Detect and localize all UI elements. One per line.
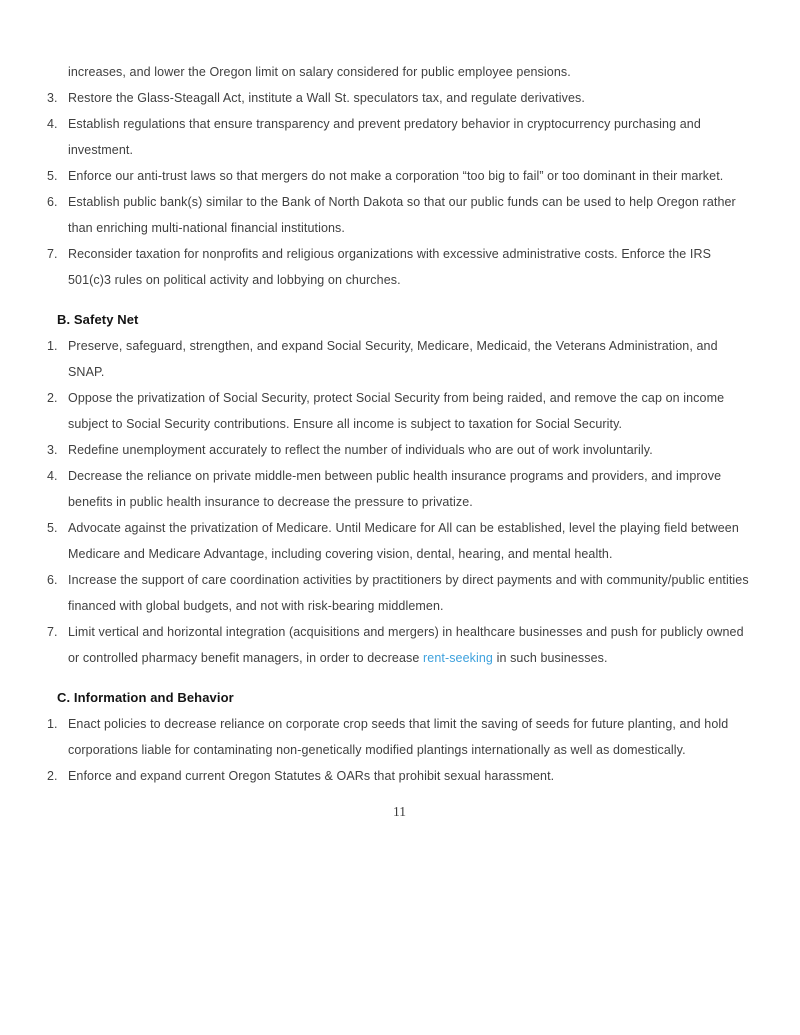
section-list — [47, 711, 752, 789]
section-list — [47, 85, 752, 293]
document-body — [47, 85, 752, 789]
section-list — [47, 333, 752, 671]
item-number: 4. — [47, 117, 58, 131]
list-item — [47, 619, 752, 671]
item-number: 7. — [47, 247, 58, 261]
item-number: 5. — [47, 521, 58, 535]
item-text: Oppose the privatization of Social Security, protect Social Security from being raided, and remove the cap on income subject to Social Security contributions. Ensure all income is subject to taxation for Social Security. — [68, 391, 725, 431]
list-item — [47, 437, 752, 463]
item-text — [68, 619, 752, 671]
item-number: 2. — [47, 391, 58, 405]
list-item — [47, 189, 752, 241]
list-item — [47, 241, 752, 293]
list-item — [47, 111, 752, 163]
item-number: 1. — [47, 339, 58, 353]
item-text: Enforce and expand current Oregon Statutes & OARs that prohibit sexual harassment. — [68, 769, 555, 783]
list-item — [47, 385, 752, 437]
continuation-paragraph: increases, and lower the Oregon limit on salary considered for public employee pensions. — [68, 65, 571, 79]
item-text: Restore the Glass-Steagall Act, institute a Wall St. speculators tax, and regulate derivatives. — [68, 91, 585, 105]
document-section — [47, 85, 752, 293]
list-item — [47, 763, 752, 789]
document-section — [47, 685, 752, 789]
item-number: 6. — [47, 195, 58, 209]
document-section — [47, 307, 752, 671]
item-number: 3. — [47, 91, 58, 105]
item-text-after: in such businesses. — [493, 651, 608, 665]
item-number: 3. — [47, 443, 58, 457]
item-number: 4. — [47, 469, 58, 483]
section-heading: B. Safety Net — [57, 312, 139, 327]
list-item — [47, 333, 752, 385]
item-text: Increase the support of care coordination activities by practitioners by direct payments and with community/public entities financed with global budgets, and not with risk-bearing middlemen. — [68, 573, 749, 613]
item-number: 2. — [47, 769, 58, 783]
item-text: Decrease the reliance on private middle-men between public health insurance programs and providers, and improve benefits in public health insurance to decrease the pressure to privatize. — [68, 469, 722, 509]
item-text: Enact policies to decrease reliance on corporate crop seeds that limit the saving of seeds for future planting, and hold corporations liable for contaminating non-genetically modified plantings internationally as well as domestically. — [68, 717, 729, 757]
rent-seeking-link[interactable]: rent-seeking — [423, 651, 493, 665]
section-heading: C. Information and Behavior — [57, 690, 234, 705]
list-item — [47, 515, 752, 567]
item-number: 1. — [47, 717, 58, 731]
item-text: Reconsider taxation for nonprofits and religious organizations with excessive administrative costs. Enforce the IRS 501(c)3 rules on political activity and lobbying on churches. — [68, 247, 712, 287]
item-number: 7. — [47, 625, 58, 639]
list-item — [47, 567, 752, 619]
list-item — [47, 711, 752, 763]
item-text: Advocate against the privatization of Medicare. Until Medicare for All can be established, level the playing field between Medicare and Medicare Advantage, including covering vision, dental, hearing, and mental health. — [68, 521, 739, 561]
item-text: Establish public bank(s) similar to the Bank of North Dakota so that our public funds can be used to help Oregon rather than enriching multi-national financial institutions. — [68, 195, 736, 235]
item-text: Preserve, safeguard, strengthen, and expand Social Security, Medicare, Medicaid, the Veterans Administration, and SNAP. — [68, 339, 718, 379]
list-item — [47, 85, 752, 111]
page-number: 11 — [393, 804, 406, 819]
item-number: 6. — [47, 573, 58, 587]
item-text: Redefine unemployment accurately to reflect the number of individuals who are out of work involuntarily. — [68, 443, 653, 457]
item-text: Establish regulations that ensure transparency and prevent predatory behavior in cryptocurrency purchasing and investment. — [68, 117, 701, 157]
list-item — [47, 463, 752, 515]
item-text: Enforce our anti-trust laws so that mergers do not make a corporation “too big to fail” or too dominant in their market. — [68, 169, 724, 183]
item-text-before: Limit vertical and horizontal integration (acquisitions and mergers) in healthcare businesses and push for publicly owned or controlled pharmacy benefit managers, in order to decrease — [68, 625, 744, 665]
item-number: 5. — [47, 169, 58, 183]
list-item — [47, 163, 752, 189]
